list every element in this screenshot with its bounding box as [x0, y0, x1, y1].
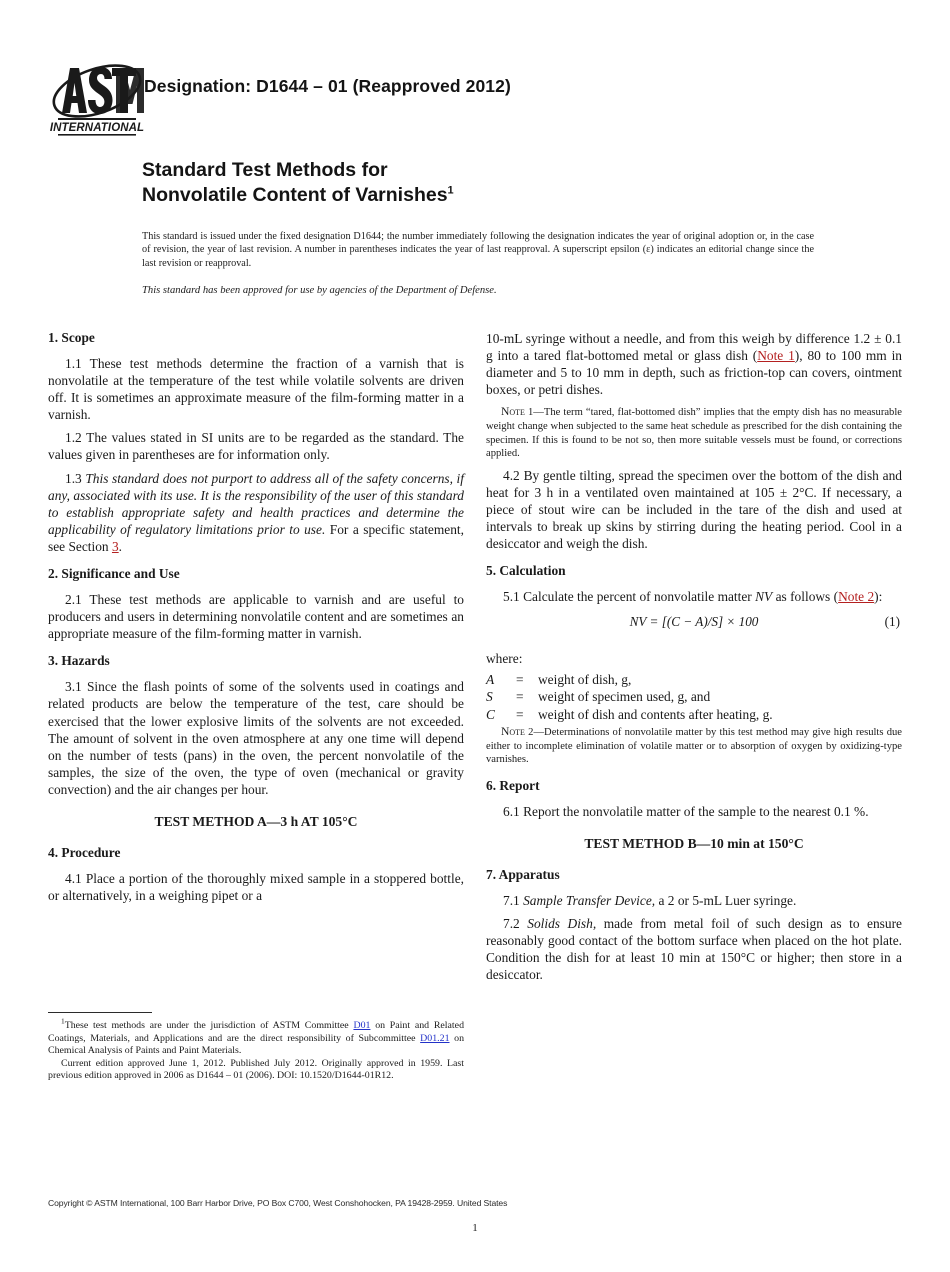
astm-logo-subtext: INTERNATIONAL: [49, 122, 145, 134]
paragraph-1-3: [48, 464, 464, 555]
paragraph-text-mid: as follows (: [772, 589, 839, 605]
paragraph-number: 4.1: [65, 870, 82, 886]
section-heading-hazards: 3. Hazards: [48, 653, 110, 669]
paragraph-number: 1.1: [65, 356, 82, 371]
left-column: [48, 330, 464, 904]
note-2: [486, 723, 902, 767]
footnote-area: [48, 1012, 464, 1083]
footnote-1: [48, 1016, 465, 1058]
footnote-marker: 1: [61, 1016, 65, 1026]
definition-row: [486, 671, 902, 688]
term-italic: Sample Transfer Device,: [523, 892, 656, 908]
definition-row: [486, 706, 902, 723]
where-label: where:: [486, 651, 523, 667]
paragraph-7-2: [486, 909, 902, 983]
definition-equals: =: [516, 689, 524, 705]
variable-nv: NV: [755, 589, 773, 605]
equation-row: [486, 605, 902, 640]
masthead: [48, 58, 908, 144]
title-line-1: Standard Test Methods for: [142, 159, 388, 181]
note-number: 2: [524, 726, 534, 738]
paragraph-4-1-continued: [486, 330, 902, 398]
paragraph-2-1: [48, 585, 464, 642]
note-1-link[interactable]: Note 1: [757, 348, 795, 364]
paragraph-text: These test methods are applicable to varnish and are useful to producers and users in determining nonvolatile content and are sometimes an appropriate measure of the film-forming matter in varnish.: [48, 592, 464, 642]
page-number: 1: [472, 1222, 478, 1234]
definition-symbol: C: [486, 706, 495, 722]
right-column: [486, 330, 902, 983]
note-number: 1: [524, 407, 534, 419]
title-line-2: Nonvolatile Content of Varnishes: [142, 184, 448, 206]
paragraph-text-tail: .: [118, 538, 123, 554]
paragraph-text: Report the nonvolatile matter of the sample to the nearest 0.1 %.: [523, 803, 869, 819]
footnote-text: These test methods are under the jurisdiction of ASTM Committee: [64, 1020, 354, 1031]
copyright-notice: Copyright © ASTM International, 100 Barr Harbor Drive, PO Box C700, West Conshohocken, PA 19428-2959. United States: [48, 1198, 508, 1208]
note-2-link[interactable]: Note 2: [838, 589, 875, 605]
paragraph-text: made from metal foil of such design as to ensure reasonably good contact of the bottom surface when placed on the hot plate. Condition the dish for at least 10 min at 150°C or higher; then store in a desiccator.: [486, 915, 902, 983]
paragraph-number: 4.2: [503, 467, 520, 483]
astm-logo: [48, 58, 146, 138]
paragraph-text-italic: This standard does not purport to address all of the safety concerns, if any, associated with its use. It is the responsibility of the user of this standard to establish appropriate safety and health practices and determine the applicability of regulatory limitations prior to use.: [48, 470, 464, 537]
dod-approval-statement: This standard has been approved for use by agencies of the Department of Defense.: [142, 285, 497, 296]
paragraph-1-2: [48, 423, 464, 463]
term-italic: Solids Dish,: [527, 915, 597, 931]
note-text: —The term “tared, flat-bottomed dish” implies that the empty dish has no measurable weight change when subjected to the same heat schedule as prescribed for the dish containing the specimen. If this is found to be not so, then more suitable vessels must be found, or corrections applied.: [486, 407, 902, 460]
paragraph-number: 7.1: [503, 892, 520, 908]
paragraph-5-1: [486, 582, 902, 605]
page-title: [142, 158, 842, 208]
designation-line: Designation: D1644 – 01 (Reapproved 2012): [144, 76, 511, 96]
note-1: [486, 398, 902, 460]
test-method-b-heading: TEST METHOD B—10 min at 150°C: [584, 835, 804, 851]
paragraph-7-1: [486, 886, 902, 909]
paragraph-text-tail: ), 80 to 100 mm in diameter and 5 to 10 mm in depth, such as friction-top can covers, ointment boxes, or petri dishes.: [486, 348, 902, 398]
paragraph-text: Calculate the percent of nonvolatile matter: [523, 589, 756, 605]
paragraph-text: For a specific statement, see Section: [48, 521, 464, 554]
paragraph-text: Since the flash points of some of the solvents used in coatings and related products are below the temperature of the test, care should be exercised that the lower explosive limits of the solvents are not exceeded. The amount of solvent in the oven atmosphere at any one time will depend on the number of tests (pans) in the oven, the percent nonvolatile of the samples, the size of the oven, the type of oven (mechanical or gravity convection) and the air changes per hour.: [48, 679, 464, 797]
title-footnote-marker: 1: [447, 184, 454, 197]
note-label: Note: [501, 724, 525, 738]
section-3-link[interactable]: 3: [111, 538, 119, 554]
paragraph-text-tail: ):: [874, 589, 883, 605]
definition-text: weight of dish, g,: [538, 671, 632, 687]
paragraph-1-1: [48, 349, 464, 423]
paragraph-4-1: [48, 864, 464, 904]
definition-row: [486, 688, 902, 705]
definition-symbol: A: [486, 671, 495, 687]
paragraph-number: 2.1: [65, 592, 82, 608]
subcommittee-d0121-link[interactable]: D01.21: [420, 1032, 450, 1044]
section-heading-apparatus: 7. Apparatus: [486, 866, 560, 882]
paragraph-number: 6.1: [503, 803, 520, 819]
section-heading-scope: 1. Scope: [48, 330, 95, 345]
paragraph-number: 1.2: [65, 430, 82, 446]
committee-d01-link[interactable]: D01: [353, 1020, 371, 1031]
paragraph-4-2: [486, 461, 902, 552]
definition-symbol: S: [486, 689, 493, 705]
footnote-text-mid: on Paint and Related Coatings, Materials, and Applications and are the direct responsibility of Subcommittee: [48, 1020, 465, 1044]
paragraph-number: 7.2: [503, 915, 520, 931]
paragraph-number: 3.1: [65, 679, 82, 695]
equation-number: (1): [884, 614, 900, 630]
section-heading-significance: 2. Significance and Use: [48, 566, 180, 582]
note-text: —Determinations of nonvolatile matter by this test method may give high results due either to incomplete elimination of volatile matter or to absorption of oxygen by oxidizing-type varnishes.: [486, 726, 903, 766]
paragraph-text: These test methods determine the fraction of a varnish that is nonvolatile at the temperature of the test while volatile solvents are driven off. It is sometimes an approximate measure of the film-forming matter in a varnish.: [48, 356, 465, 423]
footnote-edition: Current edition approved June 1, 2012. Published July 2012. Originally approved in 1959. Last previous edition approved in 2006 as D1644 – 01 (2006). DOI: 10.1520/D1644-01R12.: [48, 1057, 464, 1082]
issue-statement: This standard is issued under the fixed designation D1644; the number immediately following the designation indicates the year of original adoption or, in the case of revision, the year of last revision. A number in parentheses indicates the year of last reapproval. A superscript epsilon (ε) indicates an editorial change since the last revision or reapproval.: [142, 231, 814, 269]
note-label: Note: [501, 405, 525, 419]
definition-list: [486, 668, 902, 723]
footnote-text-tail: on Chemical Analysis of Paints and Paint Materials.: [48, 1032, 465, 1057]
paragraph-6-1: [486, 797, 902, 820]
title-block: [142, 158, 842, 208]
paragraph-text: Place a portion of the thoroughly mixed sample in a stoppered bottle, or alternatively, in a weighing pipet or a: [48, 870, 464, 904]
paragraph-text: 10-mL syringe without a needle, and from this weigh by difference 1.2 ± 0.1 g into a tared flat-bottomed metal or glass dish (: [486, 331, 902, 364]
section-heading-report: 6. Report: [486, 777, 540, 793]
footnote-divider: [48, 1012, 152, 1013]
definition-equals: =: [516, 706, 524, 722]
paragraph-text: The values stated in SI units are to be regarded as the standard. The values given in parentheses are for information only.: [48, 430, 464, 463]
definition-text: weight of specimen used, g, and: [538, 689, 711, 705]
definition-text: weight of dish and contents after heating, g.: [538, 706, 773, 722]
section-heading-procedure: 4. Procedure: [48, 844, 121, 860]
paragraph-number: 1.3: [65, 470, 82, 486]
paragraph-text: By gentle tilting, spread the specimen over the bottom of the dish and heat for 3 h in a ventilated oven maintained at 105 ± 2°C. If necessary, a piece of stout wire can be included in the tare of the dish and used at intervals to break up skins by stirring during the heating period. Cool in a desiccator and weigh the dish.: [486, 467, 902, 552]
paragraph-3-1: [48, 672, 464, 798]
test-method-a-heading: TEST METHOD A—3 h AT 105°C: [154, 813, 358, 829]
definition-equals: =: [516, 671, 524, 687]
section-heading-calculation: 5. Calculation: [486, 563, 566, 579]
paragraph-text: a 2 or 5-mL Luer syringe.: [655, 892, 797, 908]
equation-1: NV = [(C − A)/S] × 100: [629, 614, 759, 630]
paragraph-number: 5.1: [503, 589, 520, 605]
